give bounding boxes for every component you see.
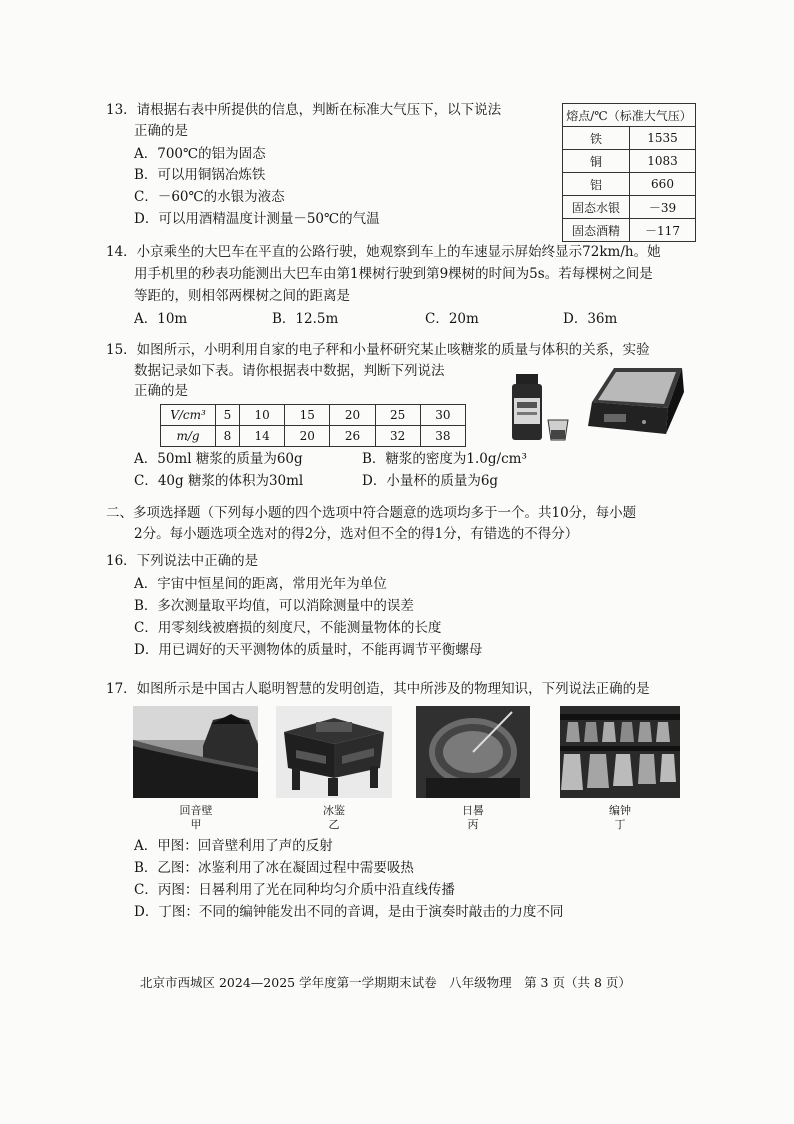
q16-stem: 16．下列说法中正确的是 xyxy=(106,553,259,569)
q13-stem-line1: 13．请根据右表中所提供的信息，判断在标准大气压下，以下说法 xyxy=(106,102,502,118)
sundial-photo xyxy=(416,706,530,798)
melting-point-header: 熔点/℃（标准大气压） xyxy=(563,104,696,127)
mass-cell: 8 xyxy=(216,426,240,447)
melting-point-table xyxy=(562,103,696,242)
mp-name-copper: 铜 xyxy=(563,150,630,173)
mass-row-label: m/g xyxy=(161,426,216,447)
q13-option-c: C．－60℃的水银为液态 xyxy=(134,189,285,205)
q17-option-a: A．甲图：回音壁利用了声的反射 xyxy=(134,838,333,854)
q16-option-b: B．多次测量取平均值，可以消除测量中的误差 xyxy=(134,598,414,614)
q14-option-b: B．12.5m xyxy=(272,311,339,327)
q15-option-b: B．糖浆的密度为1.0g/cm³ xyxy=(362,451,527,467)
caption-jia: 甲 xyxy=(190,818,202,831)
echo-wall-photo xyxy=(133,706,258,798)
ice-jian-photo xyxy=(276,706,392,798)
q14-stem-line3: 等距的，则相邻两棵树之间的距离是 xyxy=(134,288,350,304)
q15-option-d: D．小量杯的质量为6g xyxy=(362,473,499,489)
mass-cell: 38 xyxy=(420,426,465,447)
electronic-scale-image xyxy=(584,362,686,444)
mass-cell: 20 xyxy=(285,426,330,447)
caption-bing: 丙 xyxy=(467,818,479,831)
volume-cell: 20 xyxy=(330,405,375,426)
mass-cell: 14 xyxy=(239,426,284,447)
q13-option-a: A．700℃的铝为固态 xyxy=(134,146,266,162)
section2-heading-line1: 二、多项选择题（下列每小题的四个选项中符合题意的选项均多于一个。共10分，每小题 xyxy=(106,505,637,521)
q14-stem-line2: 用手机里的秒表功能测出大巴车由第1棵树行驶到第9棵树的时间为5s。若每棵树之间是 xyxy=(134,266,653,282)
syrup-data-table xyxy=(160,404,466,447)
q13-stem-line2: 正确的是 xyxy=(134,123,188,139)
q17-option-d: D．丁图：不同的编钟能发出不同的音调，是由于演奏时敲击的力度不同 xyxy=(134,904,564,920)
q15-option-c: C．40g 糖浆的体积为30ml xyxy=(134,473,304,489)
volume-cell: 15 xyxy=(285,405,330,426)
mp-value-alcohol: －117 xyxy=(630,219,696,242)
q17-option-c: C．丙图：日晷利用了光在同种均匀介质中沿直线传播 xyxy=(134,882,455,898)
q15-stem-line1: 15．如图所示，小明利用自家的电子秤和小量杯研究某止咳糖浆的质量与体积的关系，实验 xyxy=(106,342,650,358)
q13-option-b: B．可以用铜锅冶炼铁 xyxy=(134,167,266,183)
caption-yi: 乙 xyxy=(328,818,340,831)
caption-echo-wall: 回音壁 xyxy=(179,804,213,817)
q14-option-d: D．36m xyxy=(563,311,618,327)
q15-stem-line3: 正确的是 xyxy=(134,383,188,399)
mp-name-mercury: 固态水银 xyxy=(563,196,630,219)
page-footer: 北京市西城区 2024—2025 学年度第一学期期末试卷 八年级物理 第 3 页（共 8 页） xyxy=(140,975,631,990)
syrup-bottle-cup-image xyxy=(508,372,574,442)
q13-option-d: D．可以用酒精温度计测量－50℃的气温 xyxy=(134,211,380,227)
q14-option-a: A．10m xyxy=(134,311,188,327)
q14-stem-line1: 14．小京乘坐的大巴车在平直的公路行驶，她观察到车上的车速显示屏始终显示72km/h。她 xyxy=(106,244,661,260)
q16-option-d: D．用已调好的天平测物体的质量时，不能再调节平衡螺母 xyxy=(134,642,483,658)
q17-option-b: B．乙图：冰鉴利用了冰在凝固过程中需要吸热 xyxy=(134,860,414,876)
mp-value-aluminum: 660 xyxy=(630,173,696,196)
q17-stem: 17．如图所示是中国古人聪明智慧的发明创造，其中所涉及的物理知识，下列说法正确的是 xyxy=(106,681,650,697)
mp-value-copper: 1083 xyxy=(630,150,696,173)
caption-sundial: 日晷 xyxy=(462,804,484,817)
mp-value-mercury: －39 xyxy=(630,196,696,219)
mp-value-iron: 1535 xyxy=(630,127,696,150)
q16-option-a: A．宇宙中恒星间的距离，常用光年为单位 xyxy=(134,576,387,592)
volume-cell: 30 xyxy=(420,405,465,426)
mp-name-aluminum: 铝 xyxy=(563,173,630,196)
q15-option-a: A．50ml 糖浆的质量为60g xyxy=(134,451,303,467)
mass-cell: 26 xyxy=(330,426,375,447)
caption-chime-bells: 编钟 xyxy=(609,804,631,817)
mass-cell: 32 xyxy=(375,426,420,447)
volume-cell: 5 xyxy=(216,405,240,426)
section2-heading-line2: 2分。每小题选项全选对的得2分，选对但不全的得1分，有错选的不得分） xyxy=(134,526,579,542)
caption-ding: 丁 xyxy=(614,818,626,831)
q14-option-c: C．20m xyxy=(425,311,479,327)
chime-bells-photo xyxy=(560,706,680,798)
volume-cell: 25 xyxy=(375,405,420,426)
volume-row-label: V/cm³ xyxy=(161,405,216,426)
mp-name-iron: 铁 xyxy=(563,127,630,150)
caption-ice-jian: 冰鉴 xyxy=(323,804,345,817)
volume-cell: 10 xyxy=(239,405,284,426)
mp-name-alcohol: 固态酒精 xyxy=(563,219,630,242)
q16-option-c: C．用零刻线被磨损的刻度尺，不能测量物体的长度 xyxy=(134,620,442,636)
q15-stem-line2: 数据记录如下表。请你根据表中数据，判断下列说法 xyxy=(134,363,445,379)
